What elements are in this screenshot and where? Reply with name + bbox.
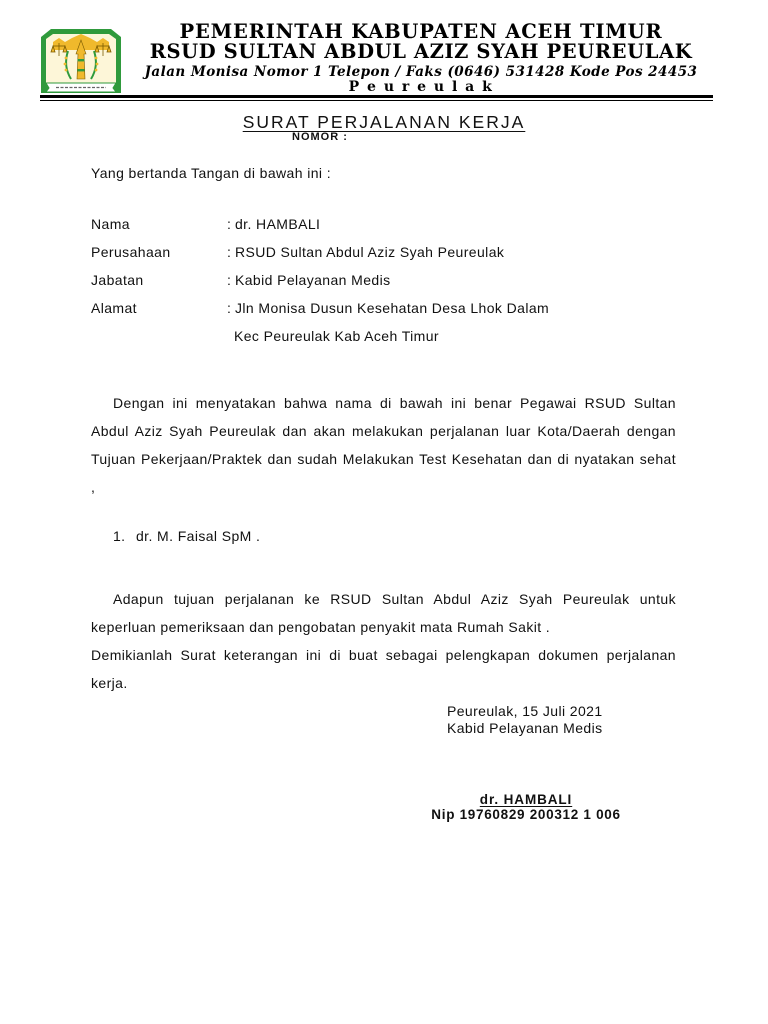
signatory-nip: Nip 19760829 200312 1 006 xyxy=(431,807,621,822)
emblem-tower-band xyxy=(77,69,84,71)
identity-label: Nama xyxy=(91,216,130,232)
header-address: Jalan Monisa Nomor 1 Telepon / Faks (0646) 531428 Kode Pos 24453 xyxy=(144,64,698,80)
traveler-list xyxy=(113,522,260,550)
paragraph-line: , xyxy=(91,479,96,495)
paragraph-line: Adapun tujuan perjalanan ke RSUD Sultan Abdul Aziz Syah Peureulak untuk xyxy=(113,591,676,607)
signatory-name xyxy=(406,792,646,807)
identity-value: RSUD Sultan Abdul Aziz Syah Peureulak xyxy=(235,244,505,260)
identity-value: Kabid Pelayanan Medis xyxy=(235,272,391,288)
identity-separator: : xyxy=(227,216,232,232)
identity-row-alamat xyxy=(91,294,549,322)
document-title xyxy=(0,111,768,133)
identity-separator: : xyxy=(227,244,232,260)
emblem-tower-band xyxy=(78,59,85,61)
identity-value: Jln Monisa Dusun Kesehatan Desa Lhok Dalam xyxy=(235,300,550,316)
identity-row-jabatan xyxy=(91,266,549,294)
paragraph-line: Dengan ini menyatakan bahwa nama di bawah ini benar Pegawai RSUD Sultan xyxy=(113,395,676,411)
header-divider xyxy=(40,95,713,98)
identity-row-nama xyxy=(91,210,549,238)
signature-position: Kabid Pelayanan Medis xyxy=(447,720,603,736)
identity-separator: : xyxy=(227,272,232,288)
paragraph-line: Abdul Aziz Syah Peureulak dan akan melakukan perjalanan luar Kota/Daerah dengan xyxy=(91,423,676,439)
identity-table xyxy=(91,210,549,350)
paragraph-line: keperluan pemeriksaan dan pengobatan penyakit mata Rumah Sakit . xyxy=(91,619,551,635)
identity-label: Perusahaan xyxy=(91,244,171,260)
paragraph-line: Demikianlah Surat keterangan ini di buat sebagai pelengkapan dokumen perjalanan xyxy=(91,647,676,663)
document-title-text: SURAT PERJALANAN KERJA xyxy=(242,112,526,132)
paragraph-line: kerja. xyxy=(91,675,128,691)
list-item xyxy=(113,522,260,550)
identity-label: Jabatan xyxy=(91,272,144,288)
list-item-number: 1. xyxy=(113,528,126,544)
aceh-timur-emblem-icon xyxy=(40,28,122,94)
identity-label: Alamat xyxy=(91,300,137,316)
signatory xyxy=(406,792,646,822)
identity-value: dr. HAMBALI xyxy=(235,216,321,232)
header-government-name: PEMERINTAH KABUPATEN ACEH TIMUR xyxy=(179,20,663,43)
signature-place-date: Peureulak, 15 Juli 2021 xyxy=(447,703,603,719)
signature-block xyxy=(447,703,603,737)
list-item-name: dr. M. Faisal SpM . xyxy=(136,528,261,544)
signatory-name-text: dr. HAMBALI xyxy=(479,792,573,807)
identity-row-perusahaan xyxy=(91,238,549,266)
document-number-label: NOMOR : xyxy=(292,131,348,143)
opening-sentence: Yang bertanda Tangan di bawah ini : xyxy=(91,165,331,181)
paragraph-line: Tujuan Pekerjaan/Praktek dan sudah Melakukan Test Kesehatan dan di nyatakan sehat xyxy=(91,451,676,467)
header-divider-thin xyxy=(40,100,713,101)
purpose-and-closing xyxy=(91,585,676,697)
statement-paragraph xyxy=(91,389,676,501)
identity-separator: : xyxy=(227,300,232,316)
header-hospital-name: RSUD SULTAN ABDUL AZIZ SYAH PEUREULAK xyxy=(149,40,693,63)
header-city: P e u r e u l a k xyxy=(348,79,494,95)
identity-address-continuation: Kec Peureulak Kab Aceh Timur xyxy=(234,328,439,344)
